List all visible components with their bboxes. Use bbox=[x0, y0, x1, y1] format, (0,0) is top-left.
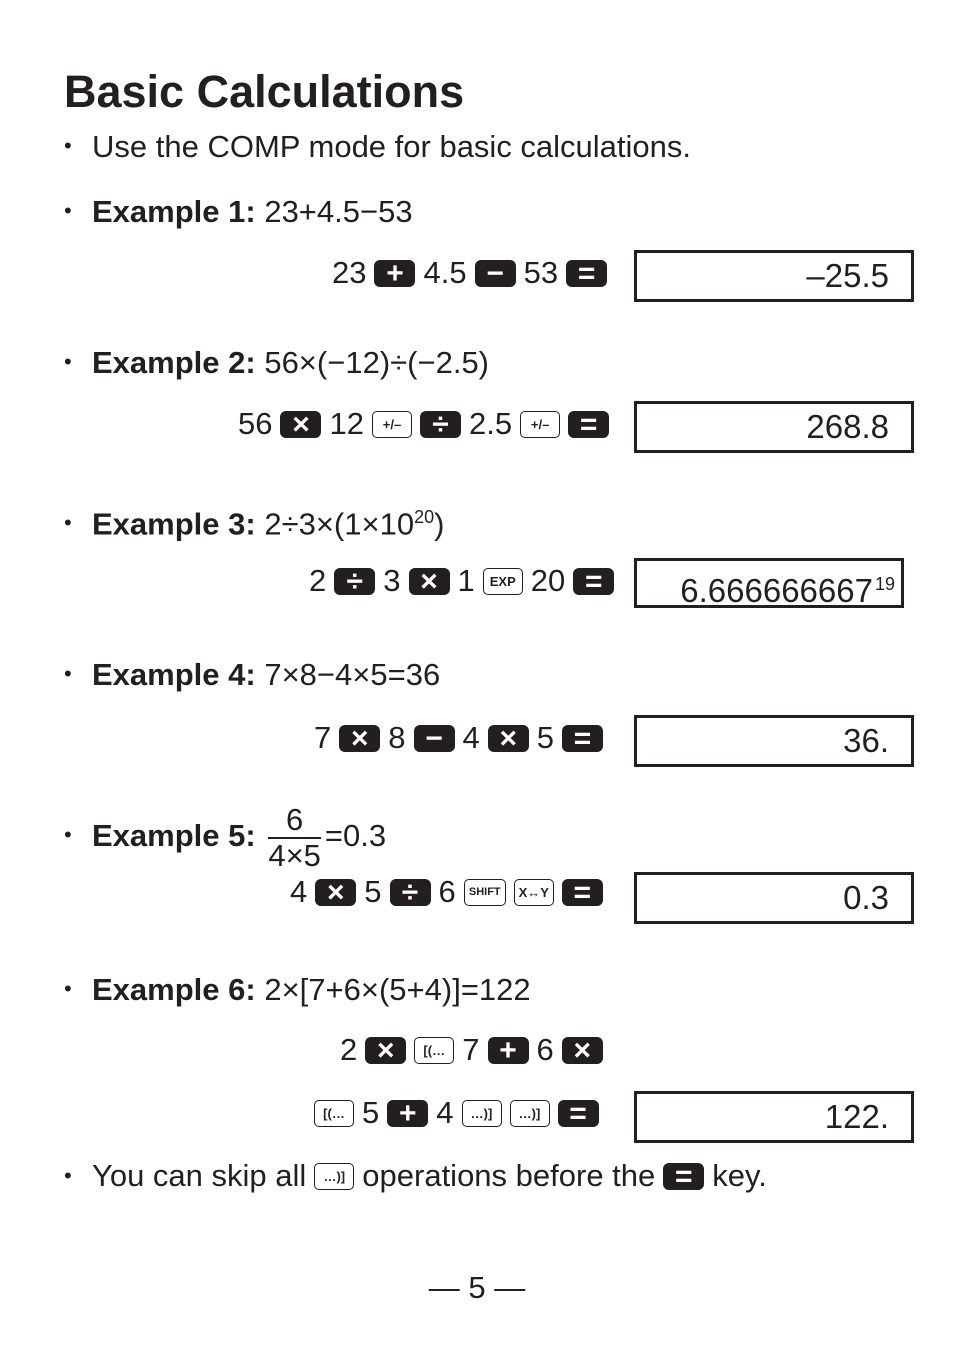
equals-key[interactable]: = bbox=[663, 1163, 704, 1190]
open-paren-key[interactable]: [(… bbox=[314, 1100, 354, 1127]
operand: 8 bbox=[388, 720, 406, 755]
operand: 5 bbox=[536, 720, 554, 755]
example-6-keystrokes-line-1 bbox=[340, 1030, 611, 1070]
operand: 4.5 bbox=[423, 255, 467, 290]
operand: 2 bbox=[309, 563, 327, 598]
note-text-mid: operations before the bbox=[362, 1158, 656, 1193]
example-5-heading bbox=[64, 800, 386, 873]
fraction-denominator: 4×5 bbox=[268, 837, 321, 873]
operand: 2.5 bbox=[468, 406, 513, 441]
example-label: Example 1: bbox=[92, 194, 256, 229]
bullet: • bbox=[64, 661, 72, 686]
open-paren-key[interactable]: [(… bbox=[414, 1037, 454, 1064]
example-4-display bbox=[634, 715, 914, 767]
times-key[interactable]: × bbox=[365, 1037, 406, 1064]
example-2-display bbox=[634, 401, 914, 453]
operand: 7 bbox=[314, 720, 332, 755]
operand: 5 bbox=[362, 1095, 380, 1130]
equals-key[interactable]: = bbox=[568, 411, 609, 438]
operand: 1 bbox=[457, 563, 475, 598]
close-paren-key[interactable]: …)] bbox=[314, 1163, 354, 1190]
example-expression: 2÷3×(1×10 bbox=[264, 506, 415, 542]
display-value: 36. bbox=[843, 722, 889, 759]
bullet: • bbox=[64, 133, 72, 158]
display-value: –25.5 bbox=[806, 257, 889, 294]
display-value: 0.3 bbox=[843, 879, 889, 916]
intro-line bbox=[64, 126, 691, 167]
divide-key[interactable]: ÷ bbox=[334, 568, 375, 595]
operand: 6 bbox=[536, 1032, 554, 1067]
close-paren-key[interactable]: …)] bbox=[510, 1100, 550, 1127]
example-1-heading bbox=[64, 191, 413, 232]
display-value: 6.666666667 bbox=[680, 572, 873, 609]
example-label: Example 3: bbox=[92, 506, 256, 542]
example-6-display bbox=[634, 1091, 914, 1143]
equals-key[interactable]: = bbox=[562, 725, 603, 752]
intro-text: Use the COMP mode for basic calculations. bbox=[92, 129, 692, 164]
minus-key[interactable]: − bbox=[475, 260, 516, 287]
example-3-keystrokes bbox=[309, 561, 622, 601]
plus-key[interactable]: + bbox=[374, 260, 415, 287]
operand: 4 bbox=[290, 874, 308, 909]
times-key[interactable]: × bbox=[562, 1037, 603, 1064]
example-label: Example 4: bbox=[92, 657, 256, 692]
note-text-pre: You can skip all bbox=[92, 1158, 307, 1193]
times-key[interactable]: × bbox=[339, 725, 380, 752]
sign-change-key[interactable]: +/– bbox=[372, 411, 412, 438]
operand: 6 bbox=[438, 874, 456, 909]
example-label: Example 2: bbox=[92, 345, 256, 380]
example-4-heading bbox=[64, 654, 440, 695]
page-number: — 5 — bbox=[428, 1270, 526, 1305]
times-key[interactable]: × bbox=[488, 725, 529, 752]
equals-key[interactable]: = bbox=[558, 1100, 599, 1127]
page-title: Basic Calculations bbox=[64, 66, 465, 117]
operand: 7 bbox=[462, 1032, 480, 1067]
example-2-heading bbox=[64, 342, 489, 383]
operand: 4 bbox=[462, 720, 480, 755]
operand: 20 bbox=[530, 563, 566, 598]
bullet: • bbox=[64, 198, 72, 223]
plus-key[interactable]: + bbox=[488, 1037, 529, 1064]
operand: 12 bbox=[329, 406, 364, 441]
bullet: • bbox=[64, 349, 72, 374]
example-label: Example 5: bbox=[92, 818, 256, 853]
sign-change-key[interactable]: +/– bbox=[520, 411, 560, 438]
exp-key[interactable]: EXP bbox=[483, 568, 523, 595]
example-expression: 56×(−12)÷(−2.5) bbox=[264, 345, 490, 380]
example-6-heading bbox=[64, 969, 531, 1010]
bullet: • bbox=[64, 822, 72, 847]
operand: 53 bbox=[523, 255, 559, 290]
example-5-keystrokes bbox=[290, 872, 611, 912]
example-5-display bbox=[634, 872, 914, 924]
operand: 56 bbox=[238, 406, 273, 441]
skip-note bbox=[64, 1156, 775, 1196]
shift-key[interactable]: SHIFT bbox=[464, 879, 506, 906]
example-expression: 2×[7+6×(5+4)]=122 bbox=[264, 972, 531, 1007]
example-expression: 7×8−4×5=36 bbox=[264, 657, 441, 692]
example-1-display bbox=[634, 250, 914, 302]
operand: 4 bbox=[436, 1095, 454, 1130]
example-1-keystrokes bbox=[332, 253, 615, 293]
operand: 3 bbox=[383, 563, 401, 598]
example-3-heading bbox=[64, 497, 444, 544]
divide-key[interactable]: ÷ bbox=[420, 411, 461, 438]
times-key[interactable]: × bbox=[409, 568, 450, 595]
bullet: • bbox=[64, 976, 72, 1001]
example-6-keystrokes-line-2 bbox=[314, 1093, 607, 1133]
expression-tail: ) bbox=[434, 506, 445, 542]
example-2-keystrokes bbox=[238, 404, 617, 444]
example-expression: 23+4.5−53 bbox=[264, 194, 413, 229]
close-paren-key[interactable]: …)] bbox=[462, 1100, 502, 1127]
exponent-superscript: 20 bbox=[414, 507, 435, 527]
plus-key[interactable]: + bbox=[387, 1100, 428, 1127]
display-value: 122. bbox=[824, 1098, 889, 1135]
times-key[interactable]: × bbox=[280, 411, 321, 438]
example-4-keystrokes bbox=[314, 718, 611, 758]
fraction bbox=[268, 803, 321, 873]
times-key[interactable]: × bbox=[315, 879, 356, 906]
minus-key[interactable]: − bbox=[414, 725, 455, 752]
display-exponent: 19 bbox=[874, 574, 895, 594]
display-value: 268.8 bbox=[806, 408, 889, 445]
equals-key[interactable]: = bbox=[562, 879, 603, 906]
expression-tail: =0.3 bbox=[324, 818, 387, 853]
swap-xy-key[interactable]: X↔Y bbox=[514, 879, 554, 906]
bullet: • bbox=[64, 1163, 72, 1188]
bullet: • bbox=[64, 510, 72, 536]
example-label: Example 6: bbox=[92, 972, 256, 1007]
operand: 2 bbox=[340, 1032, 358, 1067]
fraction-numerator: 6 bbox=[268, 803, 321, 839]
example-3-display bbox=[634, 558, 904, 608]
operand: 23 bbox=[332, 255, 367, 290]
equals-key[interactable]: = bbox=[566, 260, 607, 287]
operand: 5 bbox=[364, 874, 382, 909]
equals-key[interactable]: = bbox=[573, 568, 614, 595]
divide-key[interactable]: ÷ bbox=[390, 879, 431, 906]
note-text-post: key. bbox=[712, 1158, 767, 1193]
